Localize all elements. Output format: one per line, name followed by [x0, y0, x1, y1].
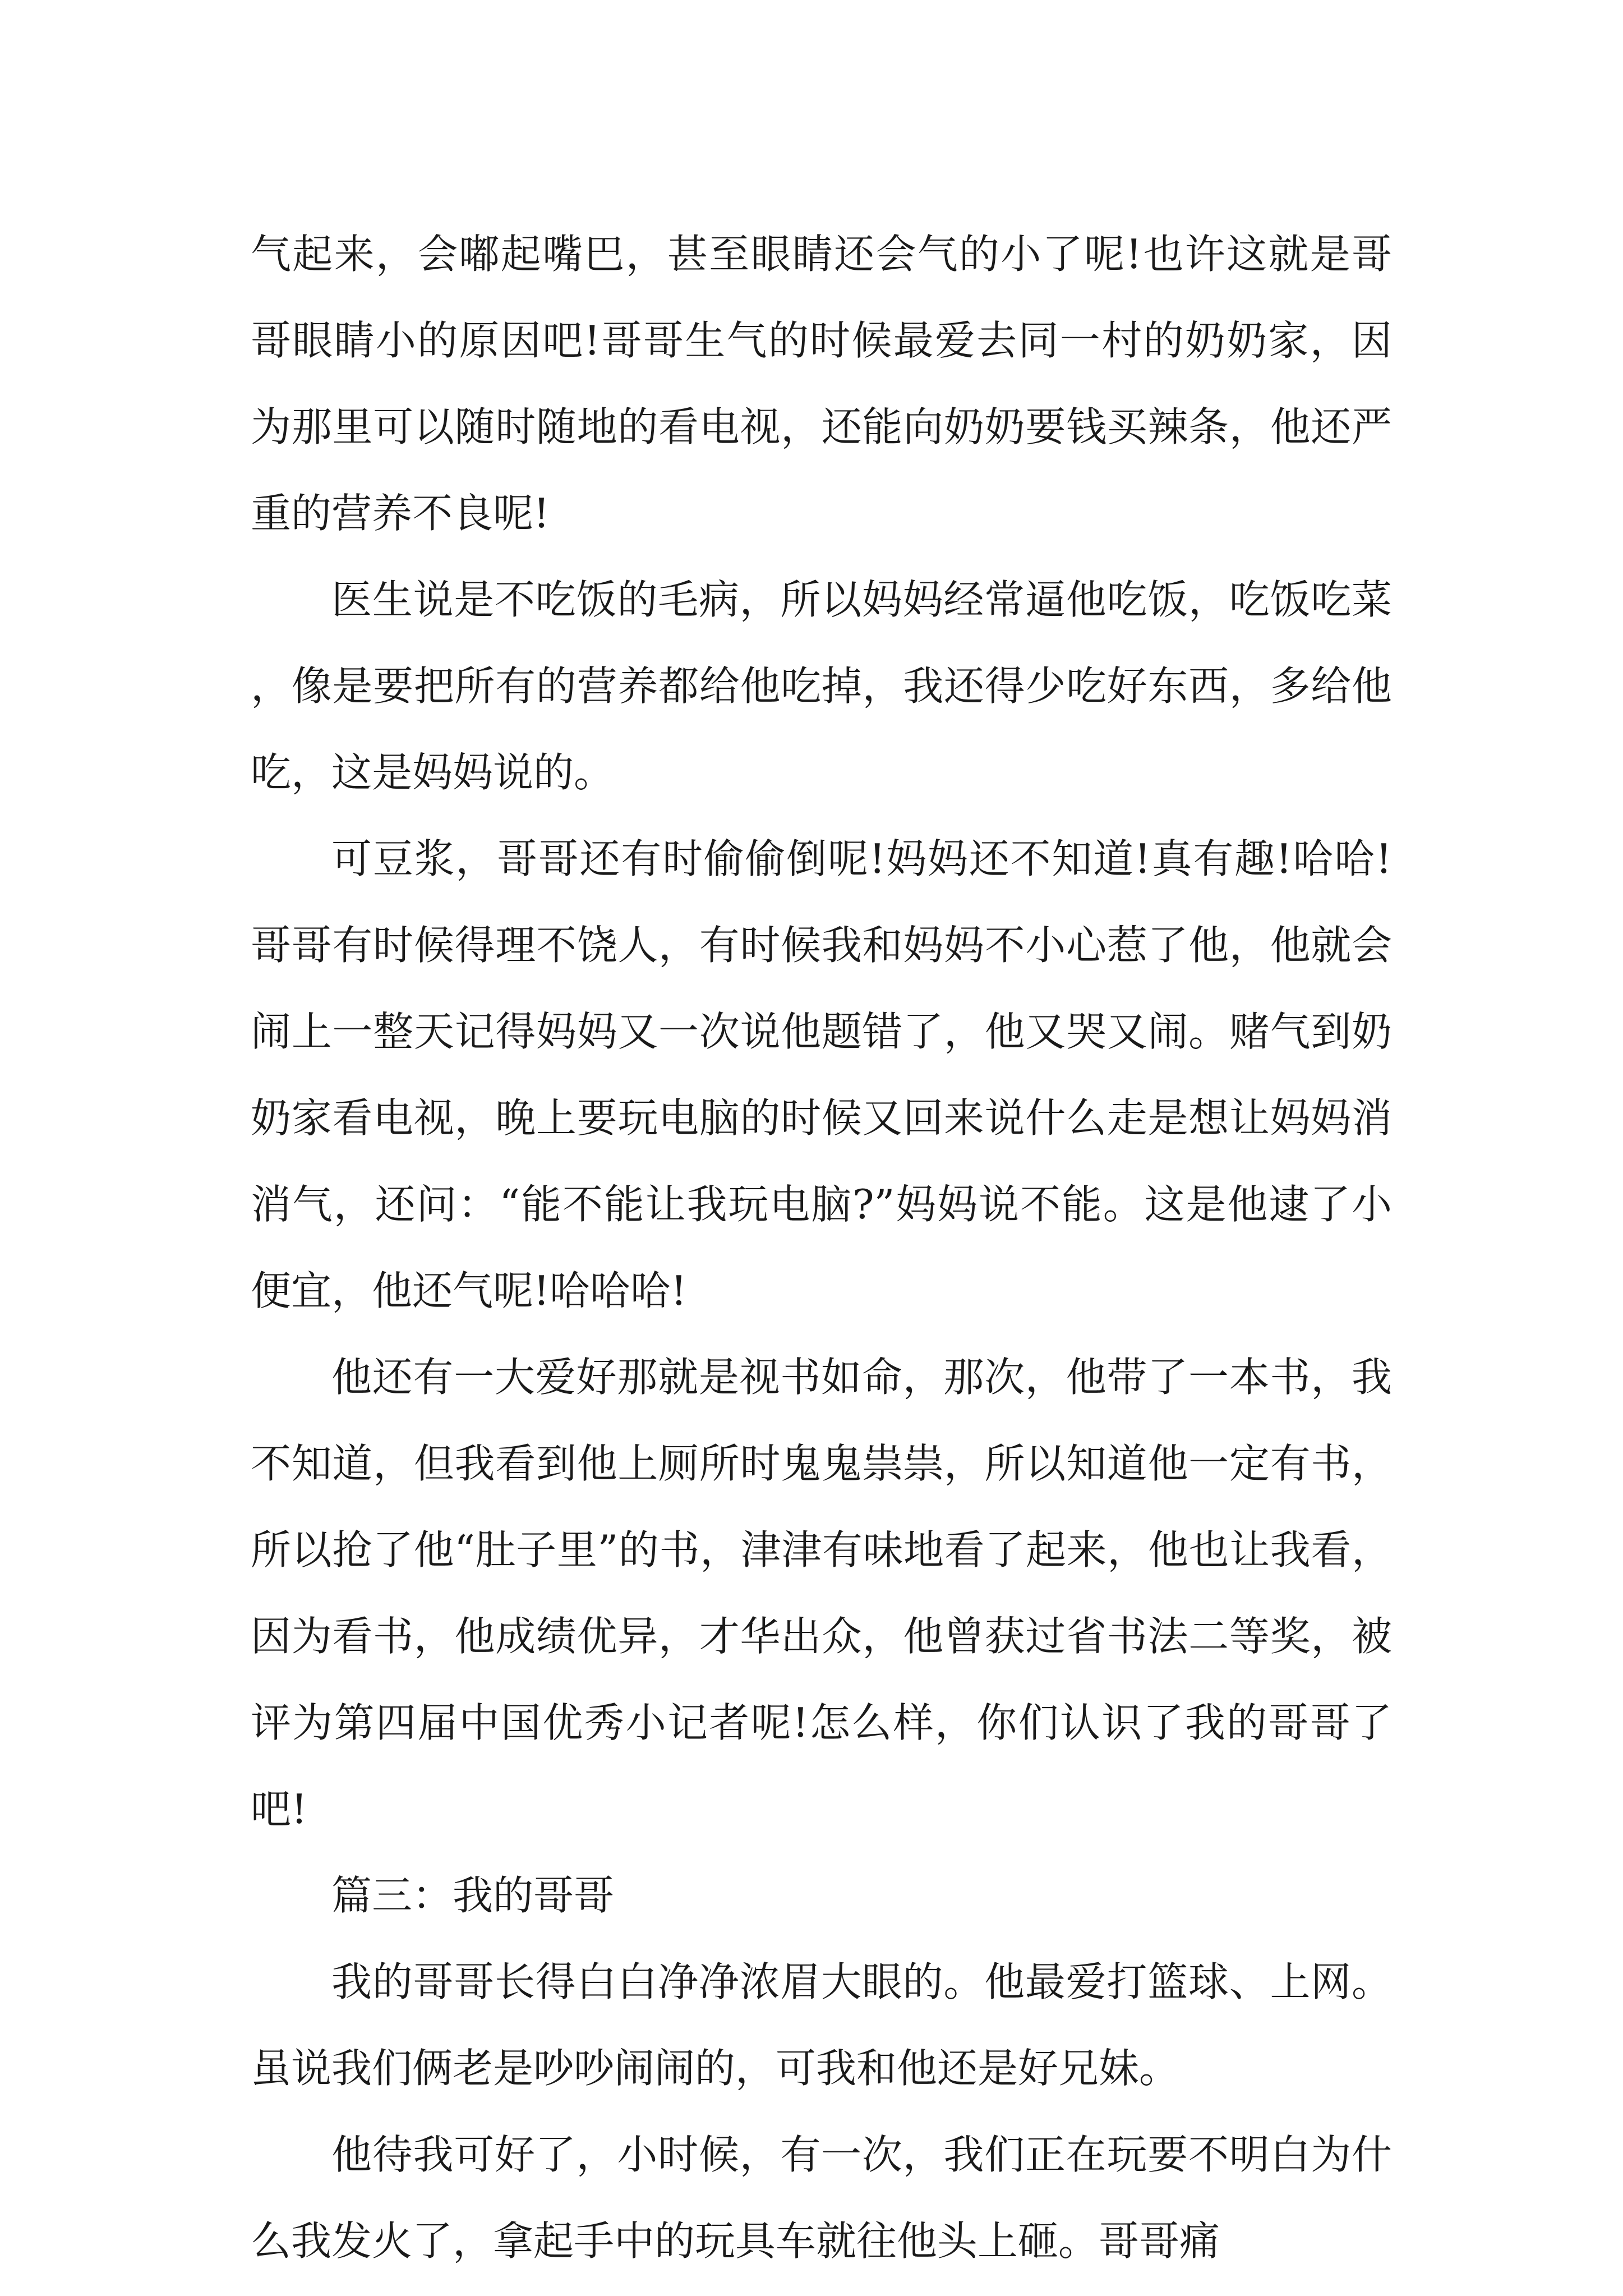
section-heading: 篇三：我的哥哥: [331, 1872, 615, 1919]
document-body: [251, 211, 1392, 2284]
paragraph: 他还有一大爱好那就是视书如命，那次，他带了一本书，我不知道，但我看到他上厕所时鬼鬼祟祟，所以知道他一定有书，所以抢了他“肚子里”的书，津津有味地看了起来，他也让我看，因为看书，他成绩优异，才华出众，他曾获过省书法二等奖，被评为第四届中国优秀小记者呢!怎么样，你们认识了我的哥哥了吧!: [251, 1354, 1392, 1833]
paragraph: 他待我可好了，小时候，有一次，我们正在玩要不明白为什么我发火了，拿起手中的玩具车就往他头上砸。哥哥痛: [251, 2131, 1392, 2265]
paragraph-continuation: 气起来，会嘟起嘴巴，甚至眼睛还会气的小了呢!也许这就是哥哥眼睛小的原因吧!哥哥生气的时候最爱去同一村的奶奶家，因为那里可以随时随地的看电视，还能向奶奶要钱买辣条，他还严重的营养不良呢!: [251, 231, 1392, 537]
paragraph: 可豆浆，哥哥还有时偷偷倒呢!妈妈还不知道!真有趣!哈哈!哥哥有时候得理不饶人，有时候我和妈妈不小心惹了他，他就会闹上一整天记得妈妈又一次说他题错了，他又哭又闹。赌气到奶奶家看电视，晚上要玩电脑的时候又回来说什么走是想让妈妈消消气，还问：“能不能让我玩电脑?”妈妈说不能。这是他逮了小便宜，他还气呢!哈哈哈!: [251, 835, 1392, 1314]
paragraph: 医生说是不吃饭的毛病，所以妈妈经常逼他吃饭，吃饭吃菜，像是要把所有的营养都给他吃掉，我还得少吃好东西，多给他吃，这是妈妈说的。: [251, 576, 1392, 796]
paragraph: 我的哥哥长得白白净净浓眉大眼的。他最爱打篮球、上网。虽说我们俩老是吵吵闹闹的，可我和他还是好兄妹。: [251, 1958, 1392, 2092]
